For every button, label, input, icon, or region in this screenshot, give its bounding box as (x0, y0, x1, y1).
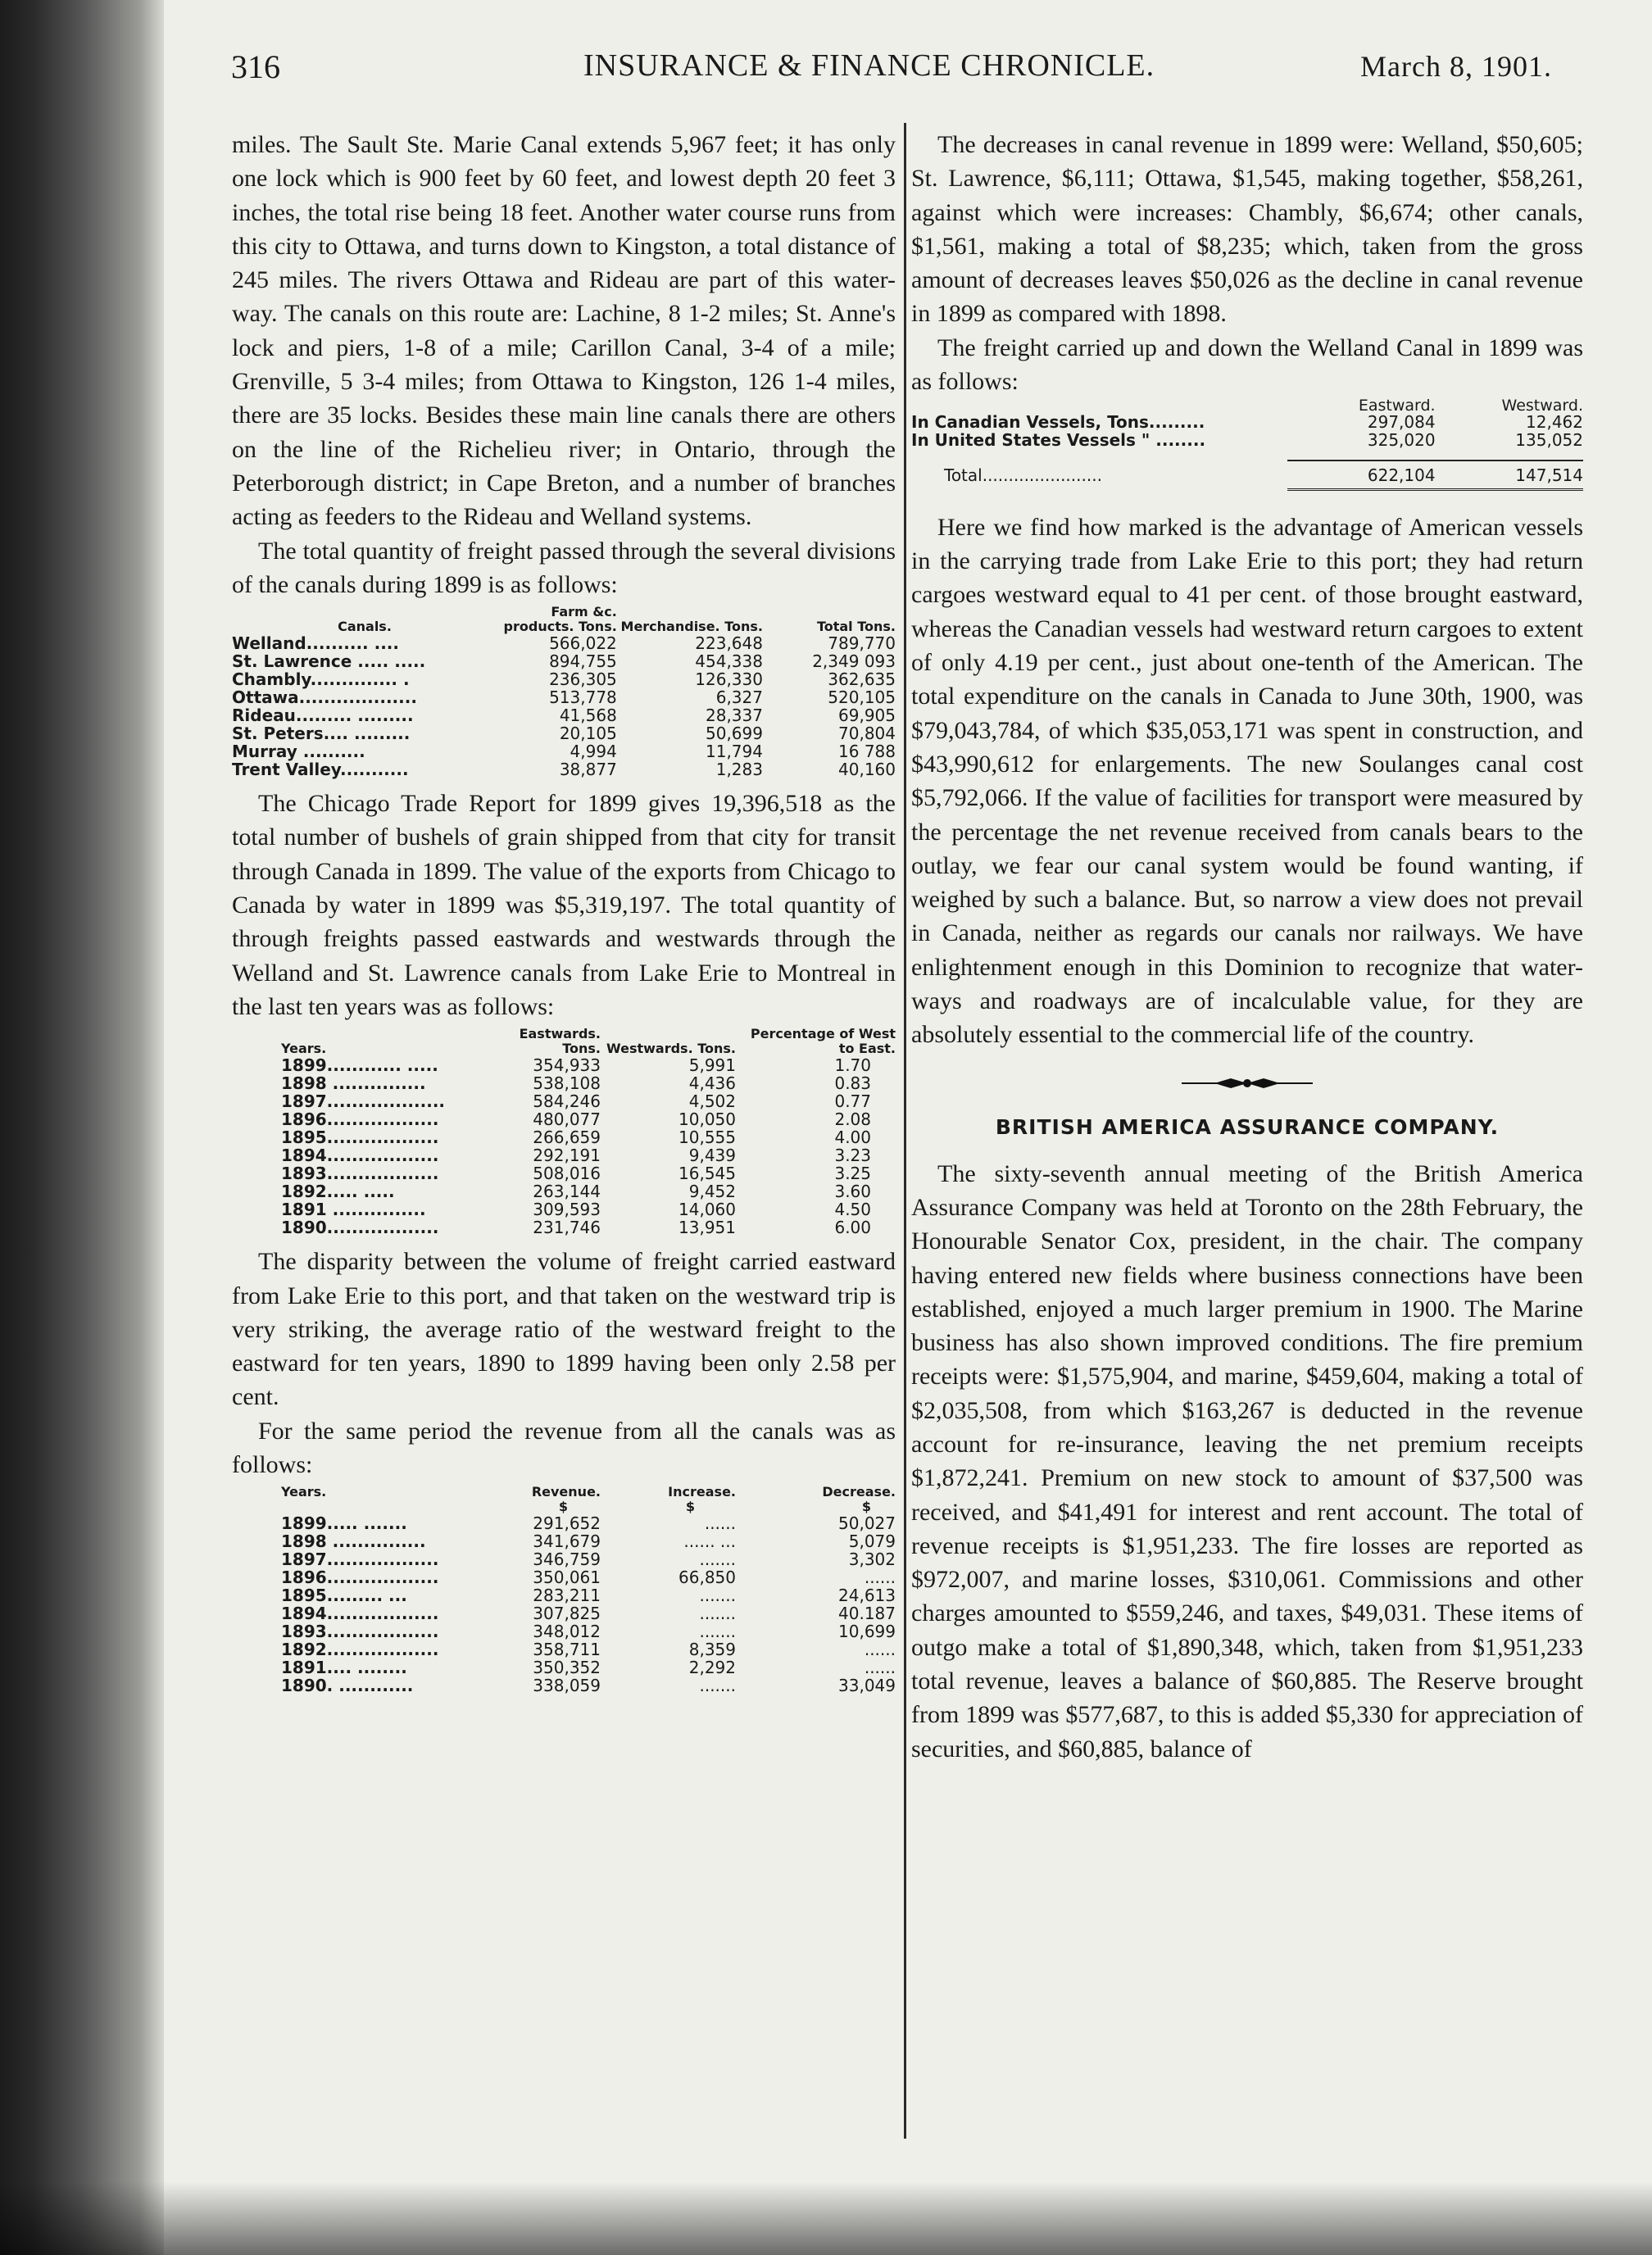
table-cell: 66,850 (678, 1568, 736, 1588)
table-row (232, 742, 896, 760)
table-cell: 20,105 (559, 724, 617, 744)
table-cell: 3.25 (834, 1164, 871, 1184)
table-cell: 4,502 (688, 1091, 736, 1112)
table-cell: 309,593 (533, 1200, 601, 1220)
table-cell: 358,711 (533, 1640, 601, 1660)
table-cell: 622,104 (1367, 465, 1436, 486)
column-header: Years. (281, 1484, 327, 1500)
column-header: Percentage of West to East. (750, 1026, 896, 1057)
table-cell: 1899............ ..... (281, 1055, 438, 1076)
table-cell: 50,027 (838, 1513, 896, 1534)
table-cell: 10,050 (678, 1109, 736, 1130)
table-cell: 231,746 (533, 1218, 601, 1238)
table-row (911, 431, 1583, 449)
column-header: Years. (281, 1041, 327, 1057)
table-row (281, 1568, 896, 1586)
table-cell: 28,337 (706, 706, 763, 726)
table-cell: Chambly.............. . (232, 669, 410, 690)
table-row (911, 413, 1583, 431)
page-header (231, 48, 1575, 88)
table-cell: 126,330 (695, 669, 763, 690)
table-cell: In United States Vessels " ........ (911, 430, 1206, 451)
table-cell: ...... (864, 1568, 896, 1588)
column-header: Westward. (1501, 397, 1583, 415)
column-header: Increase. (668, 1484, 736, 1500)
table-cell: 4.00 (834, 1128, 871, 1148)
page-number: 316 (231, 48, 280, 85)
column-divider (904, 123, 906, 2139)
table-cell: 14,060 (678, 1200, 736, 1220)
table-cell: ...... (864, 1658, 896, 1678)
table-cell: 2,292 (688, 1658, 736, 1678)
table-row (281, 1658, 896, 1677)
table-cell: 297,084 (1367, 412, 1436, 433)
table-cell: 5,991 (688, 1055, 736, 1076)
table-row (281, 1550, 896, 1568)
table-cell: 1895......... ... (281, 1586, 407, 1606)
table-cell: 3.60 (834, 1182, 871, 1202)
table-cell: 538,108 (533, 1073, 601, 1094)
table-cell: 1896.................. (281, 1568, 439, 1588)
table-row (232, 724, 896, 742)
table-cell: 1897................... (281, 1091, 446, 1112)
table-cell: Welland.......... .... (232, 633, 400, 654)
right-column (911, 128, 1583, 1766)
table-cell: 338,059 (533, 1676, 601, 1696)
table-cell: 3.23 (834, 1146, 871, 1166)
paragraph: The freight carried up and down the Welland Canal in 1899 was as follows: (911, 333, 1583, 396)
table-cell: 38,877 (559, 760, 617, 780)
scan-shadow (0, 2181, 1652, 2255)
left-column (232, 128, 896, 1703)
table-cell: 283,211 (533, 1586, 601, 1606)
paragraph: The disparity between the volume of freight carried eastward from Lake Erie to this port, and that taken on the westward trip is very striking, the average ratio of the westward freight to the eastward for ten years, 1890 to 1899 having been only 2.58 per cent. (232, 1248, 896, 1411)
table-cell: 789,770 (828, 633, 896, 654)
table-cell: 508,016 (533, 1164, 601, 1184)
table-cell: 325,020 (1367, 430, 1436, 451)
table-cell: ....... (699, 1586, 736, 1606)
table-cell: 362,635 (828, 669, 896, 690)
table-cell: ....... (699, 1676, 736, 1696)
table-cell: 12,462 (1526, 412, 1583, 433)
section-heading: BRITISH AMERICA ASSURANCE COMPANY. (995, 1114, 1500, 1139)
welland-freight-table (911, 398, 1583, 491)
table-cell: 1,283 (715, 760, 763, 780)
table-row (281, 1164, 896, 1182)
table-row (281, 1514, 896, 1532)
table-cell: 135,052 (1515, 430, 1583, 451)
table-cell: ....... (699, 1622, 736, 1642)
column-header: Westwards. Tons. (606, 1041, 736, 1057)
table-cell: 291,652 (533, 1513, 601, 1534)
canal-revenue-table (281, 1485, 896, 1695)
column-header: Farm &c. products. Tons. (503, 604, 617, 635)
table-cell: 69,905 (838, 706, 896, 726)
table-cell: 147,514 (1515, 465, 1583, 486)
table-cell: 520,105 (828, 687, 896, 708)
table-cell: 341,679 (533, 1531, 601, 1552)
table-row (281, 1677, 896, 1695)
table-cell: St. Peters.... ......... (232, 724, 411, 744)
table-cell: 350,352 (533, 1658, 601, 1678)
table-cell: 24,613 (838, 1586, 896, 1606)
table-cell: 1.70 (834, 1055, 871, 1076)
column-header: Decrease. (822, 1484, 896, 1500)
table-cell: 1899..... ....... (281, 1513, 407, 1534)
table-cell: 11,794 (706, 742, 763, 762)
table-cell: 9,452 (688, 1182, 736, 1202)
column-header: Canals. (338, 619, 392, 635)
table-row (281, 1200, 896, 1218)
table-cell: 1893.................. (281, 1622, 439, 1642)
table-cell: 266,659 (533, 1128, 601, 1148)
table-row (281, 1110, 896, 1128)
table-cell: ....... (699, 1549, 736, 1570)
table-cell: 8,359 (688, 1640, 736, 1660)
table-cell: 350,061 (533, 1568, 601, 1588)
table-cell: 10,699 (838, 1622, 896, 1642)
table-cell: 236,305 (549, 669, 617, 690)
table-cell: ...... ... (683, 1531, 736, 1552)
table-cell: 1890. ............ (281, 1676, 414, 1696)
table-cell: 33,049 (838, 1676, 896, 1696)
table-cell: 348,012 (533, 1622, 601, 1642)
table-row (281, 1622, 896, 1640)
through-freight-table (281, 1027, 896, 1236)
table-cell: Trent Valley........... (232, 760, 409, 780)
column-header: Eastwards. Tons. (519, 1026, 601, 1057)
table-cell: Murray .......... (232, 742, 365, 762)
table-cell: 10,555 (678, 1128, 736, 1148)
table-row (232, 670, 896, 688)
table-row (281, 1056, 896, 1074)
table-cell: 1895.................. (281, 1128, 439, 1148)
table-cell: 1892..... ..... (281, 1182, 395, 1202)
table-cell: Rideau......... ......... (232, 706, 414, 726)
table-row (232, 706, 896, 724)
table-cell: 0.83 (834, 1073, 871, 1094)
table-row (232, 634, 896, 652)
table-cell: 513,778 (549, 687, 617, 708)
table-cell: 1897.................. (281, 1549, 439, 1570)
book-binding-shadow (0, 0, 164, 2255)
column-header: Revenue. (531, 1484, 601, 1500)
table-cell: 41,568 (559, 706, 617, 726)
table-cell: 2,349 093 (812, 651, 896, 672)
table-cell: St. Lawrence ..... ..... (232, 651, 426, 672)
table-row (281, 1604, 896, 1622)
table-row (281, 1218, 896, 1236)
table-cell: ...... (704, 1513, 736, 1534)
table-cell: 1890.................. (281, 1218, 439, 1238)
table-row (281, 1146, 896, 1164)
table-cell: 0.77 (834, 1091, 871, 1112)
table-row (281, 1586, 896, 1604)
table-cell: 1894.................. (281, 1604, 439, 1624)
table-cell: 5,079 (848, 1531, 896, 1552)
table-cell: 480,077 (533, 1109, 601, 1130)
table-row (281, 1640, 896, 1658)
table-row (281, 1532, 896, 1550)
paragraph: Here we find how marked is the advantage of American vessels in the carrying trade from Lake Erie to this port; they had return cargoes westward equal to 41 per cent. of those brought eastward, whereas the Canadian vessels had westward return cargoes to extent of only 4.19 per cent., just about one-tenth of the American. The total expenditure on the canals in Canada to June 30th, 1900, was $79,043,784, of which $35,053,171 was spent in construction, and $43,990,612 for enlargements. The new Soulanges canal cost $5,792,066. If the value of facilities for transport were measured by the percentage the net revenue received from canals bears to the outlay, we fear our canal system would be found wanting, if weighed by such a balance. But, so narrow a view does not prevail in Canada, neither as regards our canals nor railways. We have enlightenment enough in this Dominion to recognize that water-ways and roadways are of incalculable value, for they are absolutely essential to the commercial life of the country. (911, 513, 1583, 1049)
table-cell: 13,951 (678, 1218, 736, 1238)
table-cell: 1894.................. (281, 1146, 439, 1166)
paragraph: miles. The Sault Ste. Marie Canal extends 5,967 feet; it has only one lock which is 900 feet by 60 feet, and lowest depth 20 feet 3 inches, the total rise being 18 feet. Another water course runs from this city to Ottawa, and turns down to Kingston, a total distance of 245 miles. The rivers Ottawa and Rideau are part of this water-way. The canals on this route are: Lachine, 8 1-2 miles; St. Anne's lock and piers, 1-8 of a mile; Carillon Canal, 3-4 of a mile; Grenville, 5 3-4 miles; from Ottawa to Kingston, 126 1-4 miles, there are 35 locks. Besides these main line canals there are others on the line of the Richelieu river; in Ontario, through the Peterborough district; in Cape Breton, and a number of branches acting as feeders to the Rideau and Welland systems. (232, 131, 896, 531)
table-cell: 584,246 (533, 1091, 601, 1112)
table-cell: 346,759 (533, 1549, 601, 1570)
table-cell: 454,338 (695, 651, 763, 672)
canal-freight-table (232, 605, 896, 778)
table-cell: 354,933 (533, 1055, 601, 1076)
table-row (281, 1182, 896, 1200)
table-cell: 1896.................. (281, 1109, 439, 1130)
table-cell: 4,994 (570, 742, 617, 762)
column-header: Total Tons. (816, 619, 896, 635)
table-row (232, 688, 896, 706)
paragraph: The total quantity of freight passed through the several divisions of the canals during 1899 is as follows: (232, 537, 896, 598)
publication-title: INSURANCE & FINANCE CHRONICLE. (583, 48, 1155, 83)
table-cell: Total....................... (944, 465, 1102, 485)
table-cell: 4,436 (688, 1073, 736, 1094)
table-cell: 4.50 (834, 1200, 871, 1220)
table-cell: 1892.................. (281, 1640, 439, 1660)
total-row (911, 461, 1583, 484)
table-cell: 6.00 (834, 1218, 871, 1238)
table-cell: 40,160 (838, 760, 896, 780)
table-cell: In Canadian Vessels, Tons......... (911, 412, 1205, 433)
table-cell: 894,755 (549, 651, 617, 672)
table-cell: 1898 ............... (281, 1073, 426, 1094)
paragraph: The decreases in canal revenue in 1899 were: Welland, $50,605; St. Lawrence, $6,111; Ottawa, $1,545, making together, $58,261, against which were increases: Chambly, $6,674; other canals, $1,561, making a total of $8,235; which, taken from the gross amount of decreases leaves $50,026 as the decline in canal revenue in 1899 as compared with 1898. (911, 131, 1583, 328)
table-cell: 1891 ............... (281, 1200, 426, 1220)
table-row (281, 1074, 896, 1092)
table-cell: 6,327 (715, 687, 763, 708)
paragraph: The Chicago Trade Report for 1899 gives 19,396,518 as the total number of bushels of grain shipped from that city for transit through Canada in 1899. The value of the exports from Chicago to Canada by water in 1899 was $5,319,197. The total quantity of through freights passed eastwards and westwards through the Welland and St. Lawrence canals from Lake Erie to Montreal in the last ten years was as follows: (232, 790, 896, 1020)
unit-cell: $ (861, 1499, 871, 1515)
table-cell: 16 788 (838, 742, 896, 762)
table-cell: 9,439 (688, 1146, 736, 1166)
column-header: Eastward. (1358, 397, 1436, 415)
paragraph: The sixty-seventh annual meeting of the British America Assurance Company was held at Toronto on the 28th February, the Honourable Senator Cox, president, in the chair. The company having entered new fields where business connections have been established, enjoyed a much larger premium in 1900. The Marine business has also shown improved conditions. The fire premium receipts were: $1,575,904, and marine, $459,604, making a total of $2,035,508, from which $163,267 is deducted in the revenue account for re-insurance, leaving the net premium receipts $1,872,241. Premium on new stock to amount of $37,500 was received, and $41,491 for interest and rent account. The total of revenue receipts is $1,951,233. The fire losses are reported as $972,007, and marine losses, $310,061. Commissions and other charges amounted to $559,246, and taxes, $49,031. These items of outgo make a total of $1,890,348, which, taken from $1,951,233 total revenue, leaves a balance of $60,885. The Reserve brought from 1899 was $577,687, to this is added $5,330 for appreciation of securities, and $60,885, balance of (911, 1159, 1583, 1763)
table-row (281, 1128, 896, 1146)
unit-cell: $ (685, 1499, 695, 1515)
table-cell: 223,648 (695, 633, 763, 654)
table-cell: Ottawa................... (232, 687, 417, 708)
paragraph: For the same period the revenue from all the canals was as follows: (232, 1417, 896, 1479)
issue-date: March 8, 1901. (1360, 50, 1552, 83)
table-cell: 16,545 (678, 1164, 736, 1184)
table-cell: 307,825 (533, 1604, 601, 1624)
table-cell: ...... (864, 1640, 896, 1660)
table-cell: 292,191 (533, 1146, 601, 1166)
table-row (281, 1092, 896, 1110)
table-cell: 566,022 (549, 633, 617, 654)
table-cell: 40.187 (838, 1604, 896, 1624)
table-cell: 3,302 (848, 1549, 896, 1570)
table-cell: ....... (699, 1604, 736, 1624)
table-cell: 1893.................. (281, 1164, 439, 1184)
section-divider-ornament (911, 1077, 1583, 1094)
table-row (232, 760, 896, 778)
table-cell: 2.08 (834, 1109, 871, 1130)
table-row (232, 652, 896, 670)
unit-cell (281, 1500, 478, 1514)
column-header: Merchandise. Tons. (620, 619, 763, 635)
column-header (911, 398, 1287, 413)
table-cell: 1891.... ........ (281, 1658, 407, 1678)
table-cell: 70,804 (838, 724, 896, 744)
table-cell: 1898 ............... (281, 1531, 426, 1552)
table-cell: 50,699 (706, 724, 763, 744)
table-cell: 263,144 (533, 1182, 601, 1202)
unit-cell: $ (558, 1499, 568, 1515)
